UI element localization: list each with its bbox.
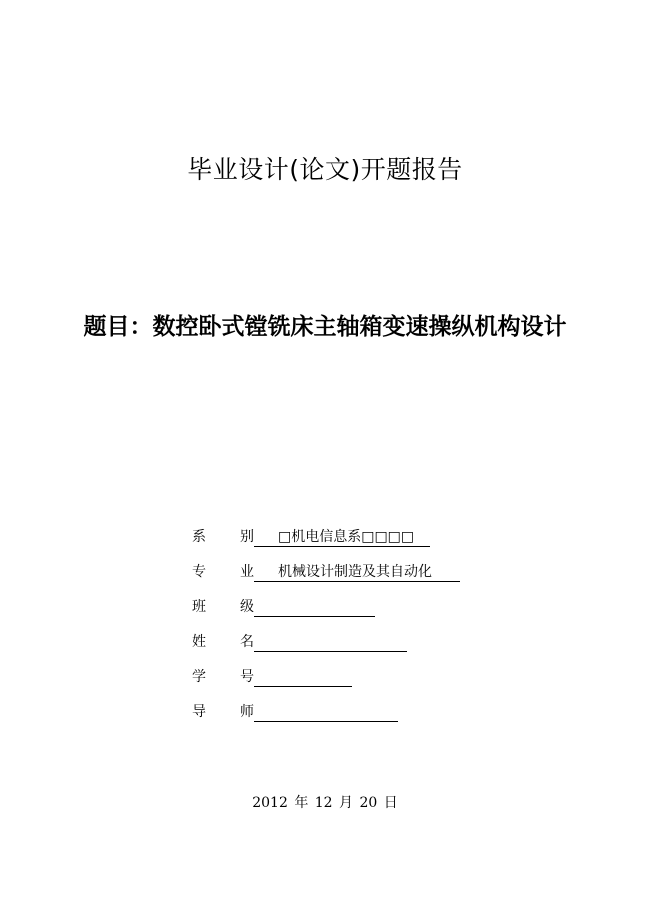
field-student-id-label-char2: 号 [240, 669, 254, 685]
field-name-value [254, 632, 407, 652]
field-name-label-char2: 名 [240, 634, 254, 650]
field-student-id-value [254, 667, 352, 687]
field-department-value: □机电信息系□□□□ [254, 527, 430, 547]
field-major-label-char1: 专 [192, 564, 206, 580]
field-name-label-char1: 姓 [192, 634, 206, 650]
field-student-id-label [192, 667, 254, 687]
field-advisor [192, 687, 492, 722]
field-major [192, 547, 492, 582]
field-name-label [192, 632, 254, 652]
field-department-label-char2: 别 [240, 529, 254, 545]
field-advisor-label-char1: 导 [192, 704, 206, 720]
field-student-id [192, 652, 492, 687]
report-date: 2012 年 12 月 20 日 [252, 795, 398, 811]
field-class-label [192, 597, 254, 617]
field-advisor-value [254, 702, 398, 722]
field-class [192, 582, 492, 617]
field-class-label-char1: 班 [192, 599, 206, 615]
report-title: 毕业设计(论文)开题报告 [187, 155, 463, 184]
field-student-id-label-char1: 学 [192, 669, 206, 685]
field-advisor-label [192, 702, 254, 722]
report-topic: 题目：数控卧式镗铣床主轴箱变速操纵机构设计 [83, 314, 567, 340]
field-advisor-label-char2: 师 [240, 704, 254, 720]
student-info-block [192, 512, 492, 722]
field-major-label [192, 562, 254, 582]
field-department-label-char1: 系 [192, 529, 206, 545]
field-class-value [254, 597, 375, 617]
field-major-label-char2: 业 [240, 564, 254, 580]
field-department-label [192, 527, 254, 547]
field-department [192, 512, 492, 547]
field-name [192, 617, 492, 652]
field-major-value: 机械设计制造及其自动化 [254, 562, 460, 582]
field-class-label-char2: 级 [240, 599, 254, 615]
